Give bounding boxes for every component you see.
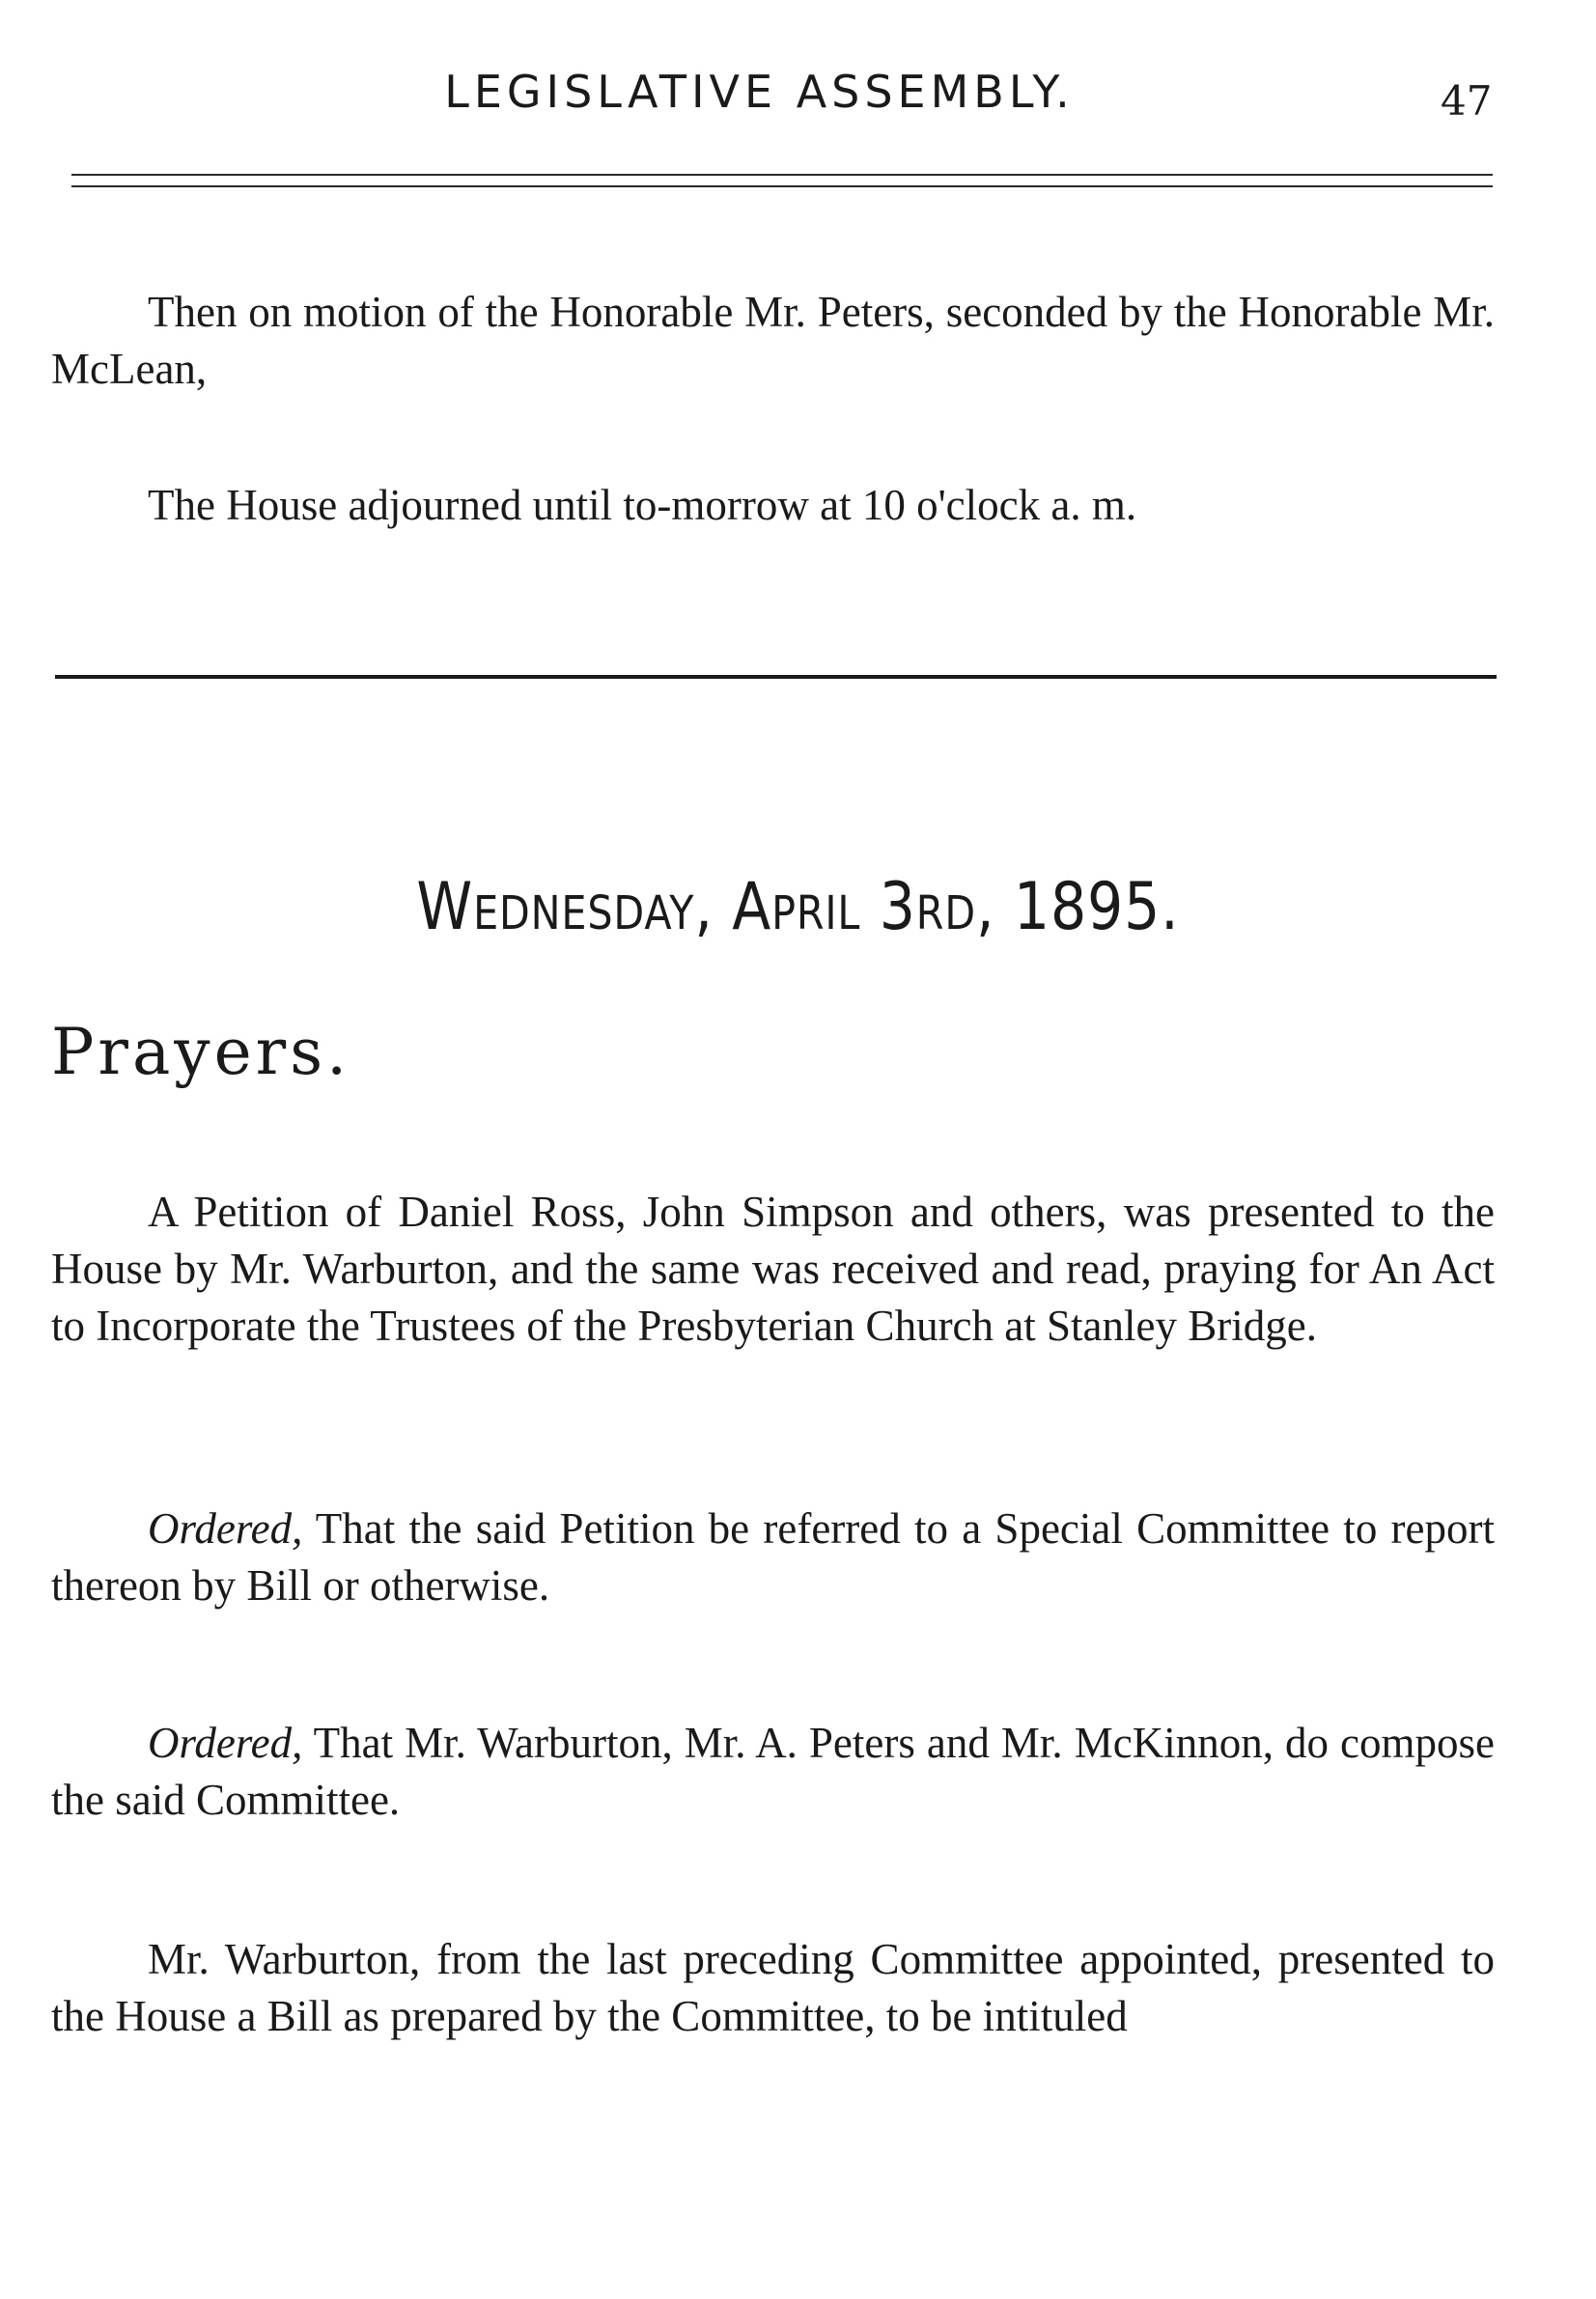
order-committee-text: That Mr. Warburton, Mr. A. Peters and Mr. McKinnon, do compose the said Committee. [51, 1719, 1495, 1824]
order-committee-paragraph [51, 1715, 1495, 1829]
section-divider-rule [55, 675, 1497, 679]
ordered-lead: Ordered, [148, 1719, 303, 1767]
running-title [0, 58, 1596, 126]
section-title-prayers: Prayers. [51, 1015, 351, 1089]
date-heading-text: Wednesday, April 3rd, 1895. [416, 869, 1180, 945]
running-title-text: LEGISLATIVE ASSEMBLY. [444, 66, 1075, 118]
order-referral-paragraph [51, 1500, 1495, 1614]
motion-paragraph: Then on motion of the Honorable Mr. Peters, seconded by the Honorable Mr. McLean, [51, 288, 1495, 393]
date-heading [112, 864, 1485, 951]
ordered-lead: Ordered, [148, 1504, 303, 1553]
adjournment-paragraph: The House adjourned until to-morrow at 10 o'clock a. m. [148, 481, 1137, 529]
order-referral-text: That the said Petition be referred to a Special Committee to report thereon by Bill or otherwise. [51, 1504, 1495, 1610]
petition-paragraph: A Petition of Daniel Ross, John Simpson and others, was presented to the House by Mr. Warburton, and the same was received and read, praying for An Act to Incorporate the Trustees of the Presbyterian Church at Stanley Bridge. [51, 1188, 1495, 1350]
running-header [0, 58, 1596, 126]
header-double-rule [71, 174, 1493, 187]
page-number: 47 [1441, 77, 1493, 125]
committee-report-paragraph: Mr. Warburton, from the last preceding Committee appointed, presented to the House a Bill as prepared by the Committee, to be intituled [51, 1935, 1495, 2040]
